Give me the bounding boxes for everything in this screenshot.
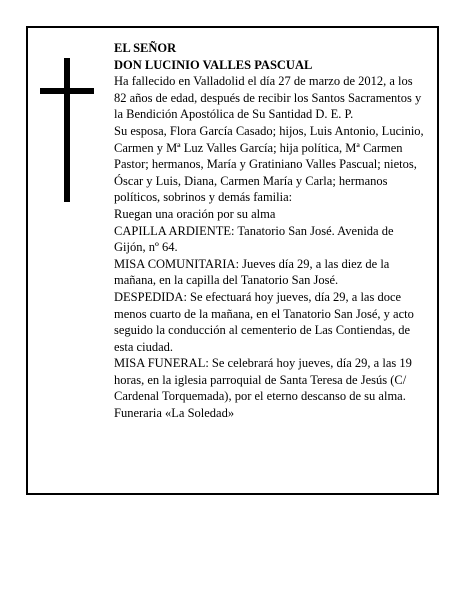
community-mass-info: MISA COMUNITARIA: Jueves día 29, a las diez de la mañana, en la capilla del Tanatorio San José.	[114, 256, 390, 288]
obituary-text	[114, 40, 424, 422]
farewell-info: DESPEDIDA: Se efectuará hoy jueves, día 29, a las doce menos cuarto de la mañana, en el Tanatorio San José, y acto seguido la conducción al cementerio de Las Contiendas, de esta ciudad.	[114, 289, 414, 354]
notice-title: EL SEÑOR	[114, 41, 177, 55]
funeral-mass-info: MISA FUNERAL: Se celebrará hoy jueves, día 29, a las 19 horas, en la iglesia parroquial de Santa Teresa de Jesús (C/ Cardenal Torquemada), por el eterno descanso de su alma.	[114, 356, 412, 404]
family-list: Su esposa, Flora García Casado; hijos, Luis Antonio, Lucinio, Carmen y Mª Luz Valles García; hija política, Mª Carmen Pastor; hermanos, María y Gratiniano Valles Pascual; nietos, Óscar y Luis, Diana, Carmen María y Carla; hermanos políticos, sobrinos y demás familia:	[114, 123, 424, 205]
funeral-home-name: Funeraria «La Soledad»	[114, 406, 235, 421]
cross-vertical-bar	[64, 58, 70, 202]
death-announcement: Ha fallecido en Valladolid el día 27 de marzo de 2012, a los 82 años de edad, después de recibir los Santos Sacramentos y la Bendición Apostólica de Su Santidad D. E. P.	[114, 74, 422, 122]
funeral-chapel-info: CAPILLA ARDIENTE: Tanatorio San José. Avenida de Gijón, nº 64.	[114, 223, 394, 255]
deceased-name: DON LUCINIO VALLES PASCUAL	[114, 57, 313, 72]
latin-cross-icon	[40, 58, 94, 202]
prayer-request: Ruegan una oración por su alma	[114, 206, 276, 221]
cross-horizontal-bar	[40, 88, 94, 94]
obituary-notice-frame	[26, 26, 439, 495]
